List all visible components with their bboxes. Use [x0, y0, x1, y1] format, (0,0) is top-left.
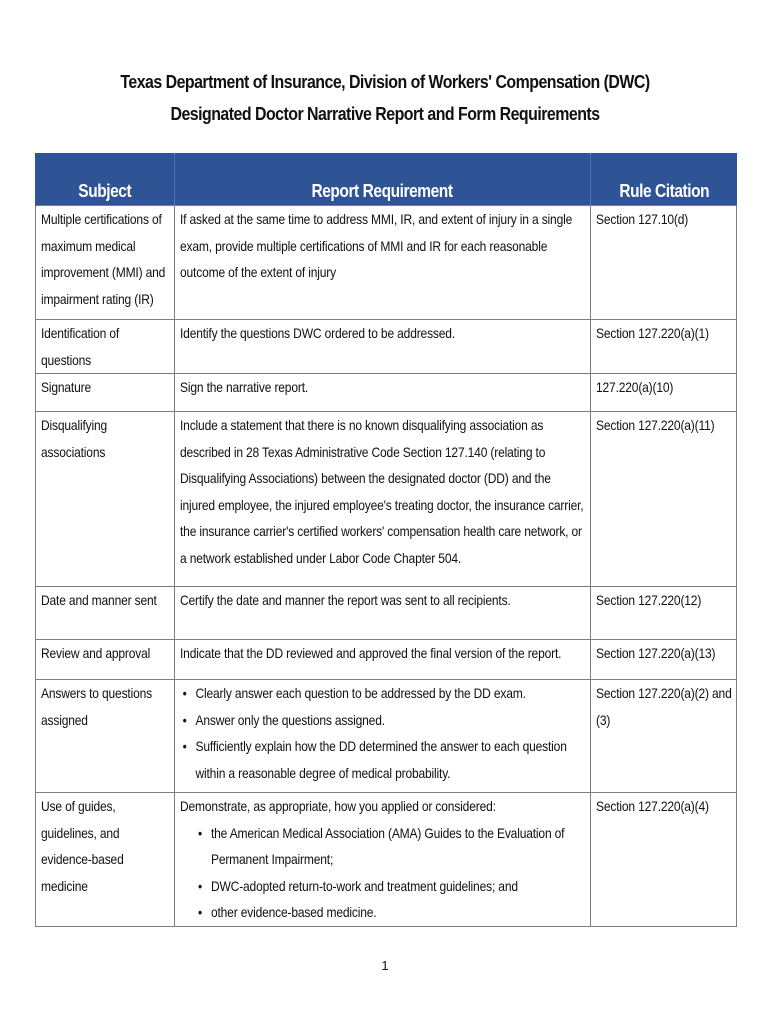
cell-requirement: Identify the questions DWC ordered to be addressed. [175, 320, 591, 374]
table-row [36, 587, 737, 640]
table-row [36, 412, 737, 587]
list-item: • other evidence-based medicine. [180, 899, 585, 926]
cell-subject: Review and approval [36, 640, 175, 680]
cell-subject: Disqualifying associations [36, 412, 175, 587]
requirements-table [35, 153, 737, 927]
cell-citation: Section 127.220(a)(1) [591, 320, 737, 374]
header-subject: Subject [36, 153, 175, 206]
header-rule-citation: Rule Citation [591, 153, 737, 206]
cell-citation: Section 127.220(a)(11) [591, 412, 737, 587]
document-title [54, 66, 716, 130]
title-line-2: Designated Doctor Narrative Report and Form Requirements [170, 103, 600, 124]
cell-citation: Section 127.220(a)(2) and (3) [591, 680, 737, 793]
table-row [36, 206, 737, 320]
cell-requirement [175, 793, 591, 927]
cell-subject: Signature [36, 374, 175, 412]
list-item: • the American Medical Association (AMA) Guides to the Evaluation of Permanent Impairment; [180, 820, 585, 873]
table-row [36, 320, 737, 374]
cell-requirement: Indicate that the DD reviewed and approved the final version of the report. [175, 640, 591, 680]
cell-subject: Identification of questions [36, 320, 175, 374]
table-row [36, 793, 737, 927]
cell-requirement: Certify the date and manner the report was sent to all recipients. [175, 587, 591, 640]
cell-subject: Date and manner sent [36, 587, 175, 640]
cell-requirement: Include a statement that there is no known disqualifying association as described in 28 Texas Administrative Code Section 127.140 (relating to Disqualifying Associations) between the designated doctor (DD) and the injured employee, the injured employee's treating doctor, the insurance carrier, the insurance carrier's certified workers' compensation health care network, or a network established under Labor Code Chapter 504. [175, 412, 591, 587]
table-row [36, 680, 737, 793]
table-header-row [36, 153, 737, 206]
guides-list [180, 820, 585, 926]
cell-citation: 127.220(a)(10) [591, 374, 737, 412]
cell-subject: Answers to questions assigned [36, 680, 175, 793]
title-line-1: Texas Department of Insurance, Division of Workers' Compensation (DWC) [120, 71, 650, 92]
cell-citation: Section 127.10(d) [591, 206, 737, 320]
guides-intro: Demonstrate, as appropriate, how you applied or considered: [180, 798, 496, 814]
header-report-requirement: Report Requirement [175, 153, 591, 206]
cell-citation: Section 127.220(a)(13) [591, 640, 737, 680]
table-row [36, 640, 737, 680]
page-number: 1 [381, 958, 389, 973]
cell-subject: Multiple certifications of maximum medical improvement (MMI) and impairment rating (IR) [36, 206, 175, 320]
cell-citation: Section 127.220(12) [591, 587, 737, 640]
cell-requirement: Sign the narrative report. [175, 374, 591, 412]
answer-requirements-list [180, 680, 585, 786]
cell-requirement: If asked at the same time to address MMI, IR, and extent of injury in a single exam, provide multiple certifications of MMI and IR for each reasonable outcome of the extent of injury [175, 206, 591, 320]
list-item: • Answer only the questions assigned. [180, 707, 585, 734]
cell-citation: Section 127.220(a)(4) [591, 793, 737, 927]
list-item: • Clearly answer each question to be addressed by the DD exam. [180, 680, 585, 707]
cell-requirement [175, 680, 591, 793]
list-item: • DWC-adopted return-to-work and treatment guidelines; and [180, 873, 585, 900]
list-item: • Sufficiently explain how the DD determined the answer to each question within a reasonable degree of medical probability. [180, 733, 585, 786]
table-row [36, 374, 737, 412]
cell-subject: Use of guides, guidelines, and evidence-based medicine [36, 793, 175, 927]
